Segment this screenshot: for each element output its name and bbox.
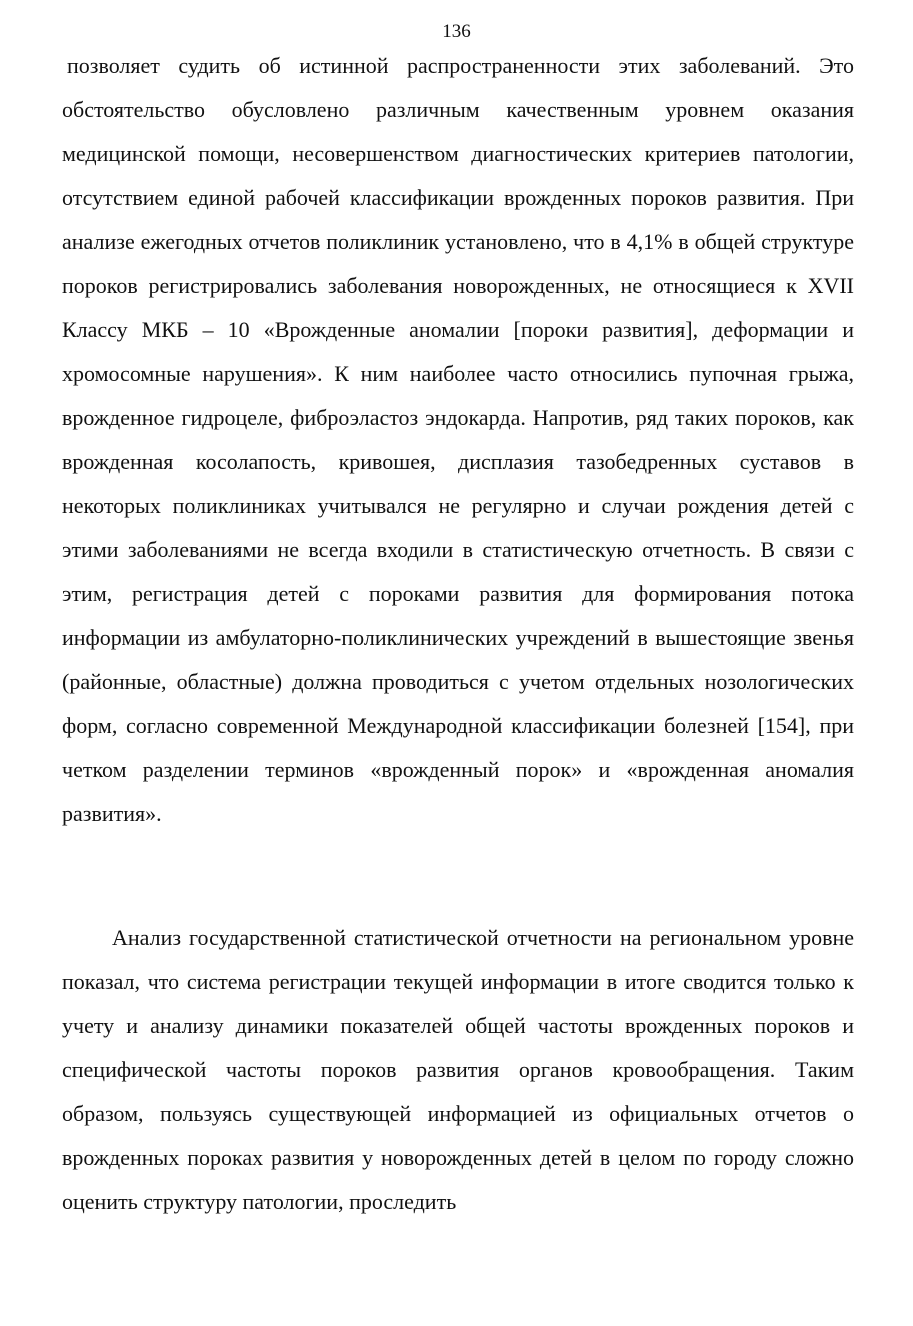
paragraph-1: позволяет судить об истинной распространенности этих заболеваний. Это обстоятельство обусловлено различным качественным уровнем оказания медицинской помощи, несовершенством диагностических критериев патологии, отсутствием единой рабочей классификации врожденных пороков развития. При анализе ежегодных отчетов поликлиник установлено, что в 4,1% в общей структуре пороков регистрировались заболевания новорожденных, не относящиеся к XVII Классу МКБ – 10 «Врожденные аномалии [пороки развития], деформации и хромосомные нарушения». К ним наиболее часто относились пупочная грыжа, врожденное гидроцеле, фиброэластоз эндокарда. Напротив, ряд таких пороков, как врожденная косолапость, кривошея, дисплазия тазобедренных суставов в некоторых поликлиниках учитывался не регулярно и случаи рождения детей с этими заболеваниями не всегда входили в статистическую отчетность. В связи с этим, регистрация детей с пороками развития для формирования потока информации из амбулаторно-поликлинических учреждений в вышестоящие звенья (районные, областные) должна проводиться с учетом отдельных нозологических форм, согласно современной Международной классификации болезней [154], при четком разделении терминов «врожденный порок» и «врожденная аномалия развития». <box>62 53 854 826</box>
paragraph-2: Анализ государственной статистической отчетности на региональном уровне показал, что система регистрации текущей информации в итоге сводится только к учету и анализу динамики показателей общей частоты врожденных пороков и специфической частоты пороков развития органов кровообращения. Таким образом, пользуясь существующей информацией из официальных отчетов о врожденных пороках развития у новорожденных детей в целом по городу сложно оценить структуру патологии, проследить <box>62 925 854 1214</box>
page-number: 136 <box>442 21 471 42</box>
